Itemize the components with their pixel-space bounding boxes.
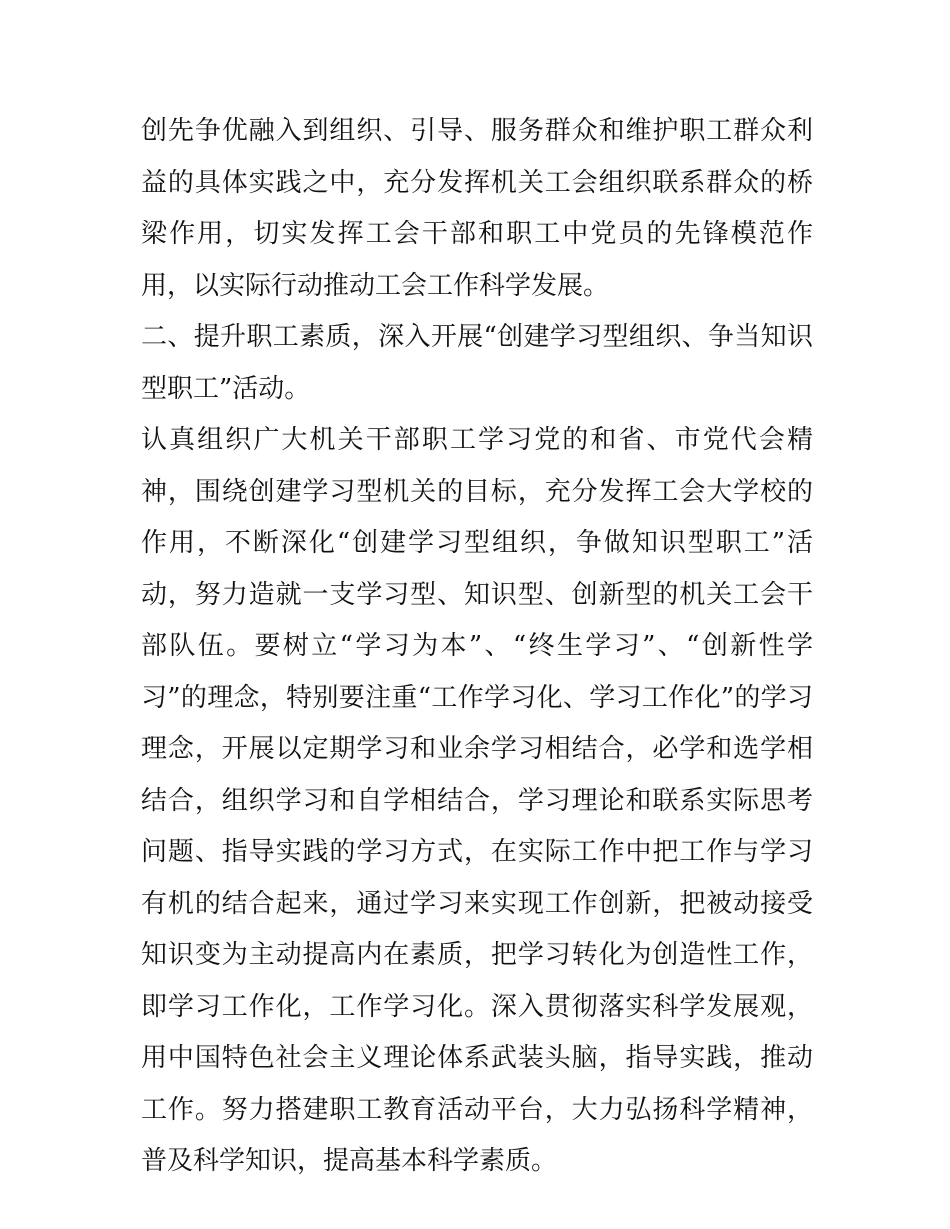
- section-heading: 二、提升职工素质，深入开展“创建学习型组织、争当知识型职工”活动。: [141, 322, 813, 404]
- paragraph-body: 认真组织广大机关干部职工学习党的和省、市党代会精神，围绕创建学习型机关的目标，充分发挥工会大学校的作用，不断深化“创建学习型组织，争做知识型职工”活动，努力造就一支学习型、知识型、创新型的机关工会干部队伍。要树立“学习为本”、“终生学习”、“创新性学习”的理念，特别要注重“工作学习化、学习工作化”的学习理念，开展以定期学习和业余学习相结合，必学和选学相结合，组织学习和自学相结合，学习理论和联系实际思考问题、指导实践的学习方式，在实际工作中把工作与学习有机的结合起来，通过学习来实现工作创新，把被动接受知识变为主动提高内在素质，把学习转化为创造性工作，即学习工作化，工作学习化。深入贯彻落实科学发展观，用中国特色社会主义理论体系武装头脑，指导实践，推动工作。努力搭建职工教育活动平台，大力弘扬科学精神，普及科学知识，提高基本科学素质。: [141, 425, 813, 1176]
- paragraph-continuation: 创先争优融入到组织、引导、服务群众和维护职工群众利益的具体实践之中，充分发挥机关工会组织联系群众的桥梁作用，切实发挥工会干部和职工中党员的先锋模范作用，以实际行动推动工会工作科学发展。: [141, 116, 813, 301]
- document-body: [141, 106, 813, 1188]
